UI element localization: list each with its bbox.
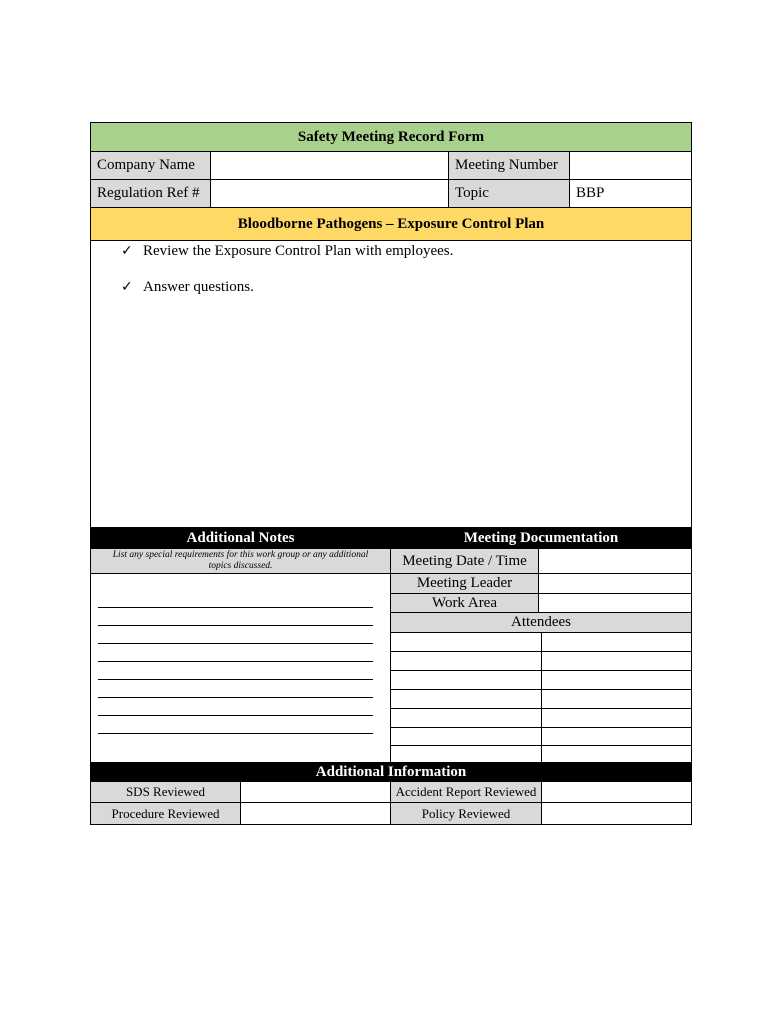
meeting-number-label: Meeting Number (448, 151, 570, 180)
meeting-leader-field[interactable] (538, 573, 692, 594)
section-title: Bloodborne Pathogens – Exposure Control Plan (90, 207, 692, 241)
list-item (121, 241, 453, 261)
policy-reviewed-field[interactable] (541, 802, 692, 825)
work-area-label: Work Area (390, 593, 539, 613)
attendee-cell[interactable] (390, 689, 542, 709)
topic-label: Topic (448, 179, 570, 208)
form-title: Safety Meeting Record Form (90, 122, 692, 152)
sds-reviewed-label: SDS Reviewed (90, 781, 241, 803)
list-item-text: Answer questions. (143, 278, 254, 295)
procedure-reviewed-label: Procedure Reviewed (90, 802, 241, 825)
attendee-cell[interactable] (541, 651, 692, 671)
note-line[interactable] (98, 643, 373, 644)
note-line[interactable] (98, 715, 373, 716)
note-line[interactable] (98, 697, 373, 698)
meeting-date-time-field[interactable] (538, 548, 692, 574)
note-line[interactable] (98, 625, 373, 626)
attendee-cell[interactable] (541, 727, 692, 746)
notes-area[interactable] (90, 573, 391, 763)
additional-information-header: Additional Information (90, 762, 692, 782)
attendee-cell[interactable] (541, 708, 692, 728)
note-line[interactable] (98, 607, 373, 608)
note-line[interactable] (98, 661, 373, 662)
list-item-text: Review the Exposure Control Plan with employees. (143, 242, 454, 259)
notes-instructions: List any special requirements for this work group or any additional topics discussed. (90, 548, 391, 574)
meeting-date-time-label: Meeting Date / Time (390, 548, 539, 574)
attendee-cell[interactable] (390, 651, 542, 671)
content-area (90, 240, 692, 528)
sds-reviewed-field[interactable] (240, 781, 391, 803)
attendee-cell[interactable] (390, 745, 542, 763)
topic-field[interactable]: BBP (569, 179, 692, 208)
attendee-cell[interactable] (541, 632, 692, 652)
procedure-reviewed-field[interactable] (240, 802, 391, 825)
meeting-number-field[interactable] (569, 151, 692, 180)
accident-report-reviewed-label: Accident Report Reviewed (390, 781, 542, 803)
list-item (121, 277, 254, 297)
company-name-label: Company Name (90, 151, 211, 180)
note-line[interactable] (98, 733, 373, 734)
meeting-leader-label: Meeting Leader (390, 573, 539, 594)
attendee-cell[interactable] (390, 708, 542, 728)
attendee-cell[interactable] (541, 670, 692, 690)
policy-reviewed-label: Policy Reviewed (390, 802, 542, 825)
regulation-ref-label: Regulation Ref # (90, 179, 211, 208)
meeting-documentation-header: Meeting Documentation (390, 527, 692, 549)
attendee-cell[interactable] (390, 632, 542, 652)
checkmark-icon: ✓ (121, 279, 133, 295)
additional-notes-header: Additional Notes (90, 527, 391, 549)
accident-report-reviewed-field[interactable] (541, 781, 692, 803)
work-area-field[interactable] (538, 593, 692, 613)
attendee-cell[interactable] (390, 727, 542, 746)
checkmark-icon: ✓ (121, 243, 133, 259)
regulation-ref-field[interactable] (210, 179, 449, 208)
company-name-field[interactable] (210, 151, 449, 180)
attendee-cell[interactable] (541, 745, 692, 763)
attendees-label: Attendees (390, 612, 692, 633)
attendee-cell[interactable] (390, 670, 542, 690)
attendee-cell[interactable] (541, 689, 692, 709)
note-line[interactable] (98, 679, 373, 680)
